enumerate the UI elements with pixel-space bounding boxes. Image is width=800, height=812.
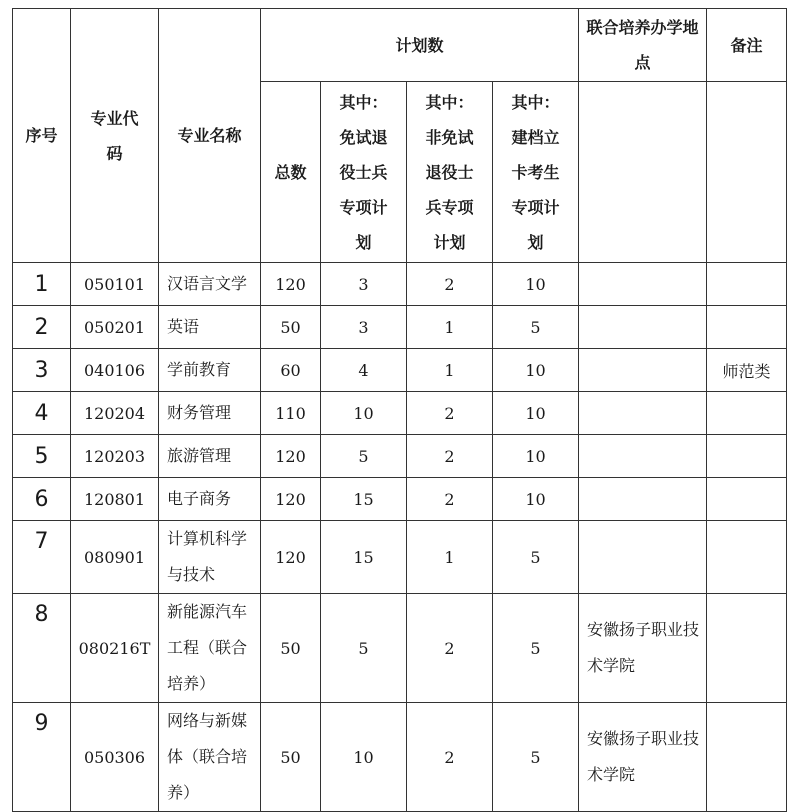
row-note xyxy=(707,263,787,306)
row-index: 6 xyxy=(13,478,71,521)
row-code: 040106 xyxy=(71,349,159,392)
row-site xyxy=(579,521,707,594)
row-note xyxy=(707,521,787,594)
table-row xyxy=(13,521,787,594)
header-index: 序号 xyxy=(13,9,71,263)
row-index: 1 xyxy=(13,263,71,306)
row-sub3: 5 xyxy=(493,594,579,703)
row-sub2: 2 xyxy=(407,392,493,435)
row-note xyxy=(707,435,787,478)
row-name: 汉语言文学 xyxy=(159,263,261,306)
row-code: 120204 xyxy=(71,392,159,435)
row-name: 电子商务 xyxy=(159,478,261,521)
row-total: 120 xyxy=(261,263,321,306)
row-total: 110 xyxy=(261,392,321,435)
row-sub3: 10 xyxy=(493,392,579,435)
header-sub3: 其中：建档立卡考生专项计划 xyxy=(493,82,579,263)
row-sub2: 2 xyxy=(407,435,493,478)
row-index: 3 xyxy=(13,349,71,392)
row-name: 学前教育 xyxy=(159,349,261,392)
header-sub2: 其中：非免试退役士兵专项计划 xyxy=(407,82,493,263)
header-sub1: 其中：免试退役士兵专项计划 xyxy=(321,82,407,263)
enrollment-plan-table xyxy=(12,8,787,812)
header-code: 专业代码 xyxy=(71,9,159,263)
row-name: 网络与新媒体（联合培养） xyxy=(159,703,261,812)
row-sub3: 10 xyxy=(493,435,579,478)
row-sub3: 5 xyxy=(493,306,579,349)
row-sub2: 2 xyxy=(407,478,493,521)
row-sub1: 3 xyxy=(321,263,407,306)
row-site xyxy=(579,435,707,478)
row-site xyxy=(579,263,707,306)
row-name: 新能源汽车工程（联合培养） xyxy=(159,594,261,703)
row-sub2: 2 xyxy=(407,263,493,306)
row-note xyxy=(707,306,787,349)
row-index: 7 xyxy=(13,521,71,594)
row-total: 120 xyxy=(261,478,321,521)
row-index: 5 xyxy=(13,435,71,478)
row-name: 英语 xyxy=(159,306,261,349)
row-sub1: 10 xyxy=(321,392,407,435)
header-plan: 计划数 xyxy=(261,9,579,82)
row-sub1: 15 xyxy=(321,478,407,521)
row-index: 9 xyxy=(13,703,71,812)
header-total: 总数 xyxy=(261,82,321,263)
header-site-blank xyxy=(579,82,707,263)
row-total: 120 xyxy=(261,435,321,478)
row-total: 60 xyxy=(261,349,321,392)
table-row xyxy=(13,478,787,521)
row-note xyxy=(707,478,787,521)
row-sub3: 10 xyxy=(493,349,579,392)
row-note xyxy=(707,594,787,703)
row-code: 050306 xyxy=(71,703,159,812)
row-site: 安徽扬子职业技术学院 xyxy=(579,594,707,703)
row-site xyxy=(579,392,707,435)
row-code: 050201 xyxy=(71,306,159,349)
row-index: 8 xyxy=(13,594,71,703)
row-total: 50 xyxy=(261,594,321,703)
row-sub2: 1 xyxy=(407,521,493,594)
row-sub2: 1 xyxy=(407,306,493,349)
row-sub2: 1 xyxy=(407,349,493,392)
row-sub1: 15 xyxy=(321,521,407,594)
row-sub1: 4 xyxy=(321,349,407,392)
row-code: 120801 xyxy=(71,478,159,521)
header-note-blank xyxy=(707,82,787,263)
row-site: 安徽扬子职业技术学院 xyxy=(579,703,707,812)
row-code: 120203 xyxy=(71,435,159,478)
row-name: 旅游管理 xyxy=(159,435,261,478)
row-sub3: 5 xyxy=(493,521,579,594)
header-name: 专业名称 xyxy=(159,9,261,263)
header-row-top xyxy=(13,9,787,82)
row-sub3: 10 xyxy=(493,263,579,306)
row-name: 计算机科学与技术 xyxy=(159,521,261,594)
table-row xyxy=(13,263,787,306)
row-total: 120 xyxy=(261,521,321,594)
table-row xyxy=(13,306,787,349)
row-code: 080216T xyxy=(71,594,159,703)
row-sub2: 2 xyxy=(407,594,493,703)
row-name: 财务管理 xyxy=(159,392,261,435)
row-total: 50 xyxy=(261,306,321,349)
row-sub1: 5 xyxy=(321,594,407,703)
row-note xyxy=(707,392,787,435)
row-note xyxy=(707,703,787,812)
row-sub1: 3 xyxy=(321,306,407,349)
table-row xyxy=(13,594,787,703)
row-site xyxy=(579,478,707,521)
table-row xyxy=(13,392,787,435)
row-index: 4 xyxy=(13,392,71,435)
row-index: 2 xyxy=(13,306,71,349)
table-row xyxy=(13,703,787,812)
row-site xyxy=(579,306,707,349)
row-sub3: 10 xyxy=(493,478,579,521)
table-row xyxy=(13,435,787,478)
row-sub2: 2 xyxy=(407,703,493,812)
row-total: 50 xyxy=(261,703,321,812)
row-site xyxy=(579,349,707,392)
row-code: 080901 xyxy=(71,521,159,594)
row-sub1: 5 xyxy=(321,435,407,478)
table-row xyxy=(13,349,787,392)
header-note: 备注 xyxy=(707,9,787,82)
row-sub1: 10 xyxy=(321,703,407,812)
row-note: 师范类 xyxy=(707,349,787,392)
row-sub3: 5 xyxy=(493,703,579,812)
row-code: 050101 xyxy=(71,263,159,306)
header-site: 联合培养办学地点 xyxy=(579,9,707,82)
